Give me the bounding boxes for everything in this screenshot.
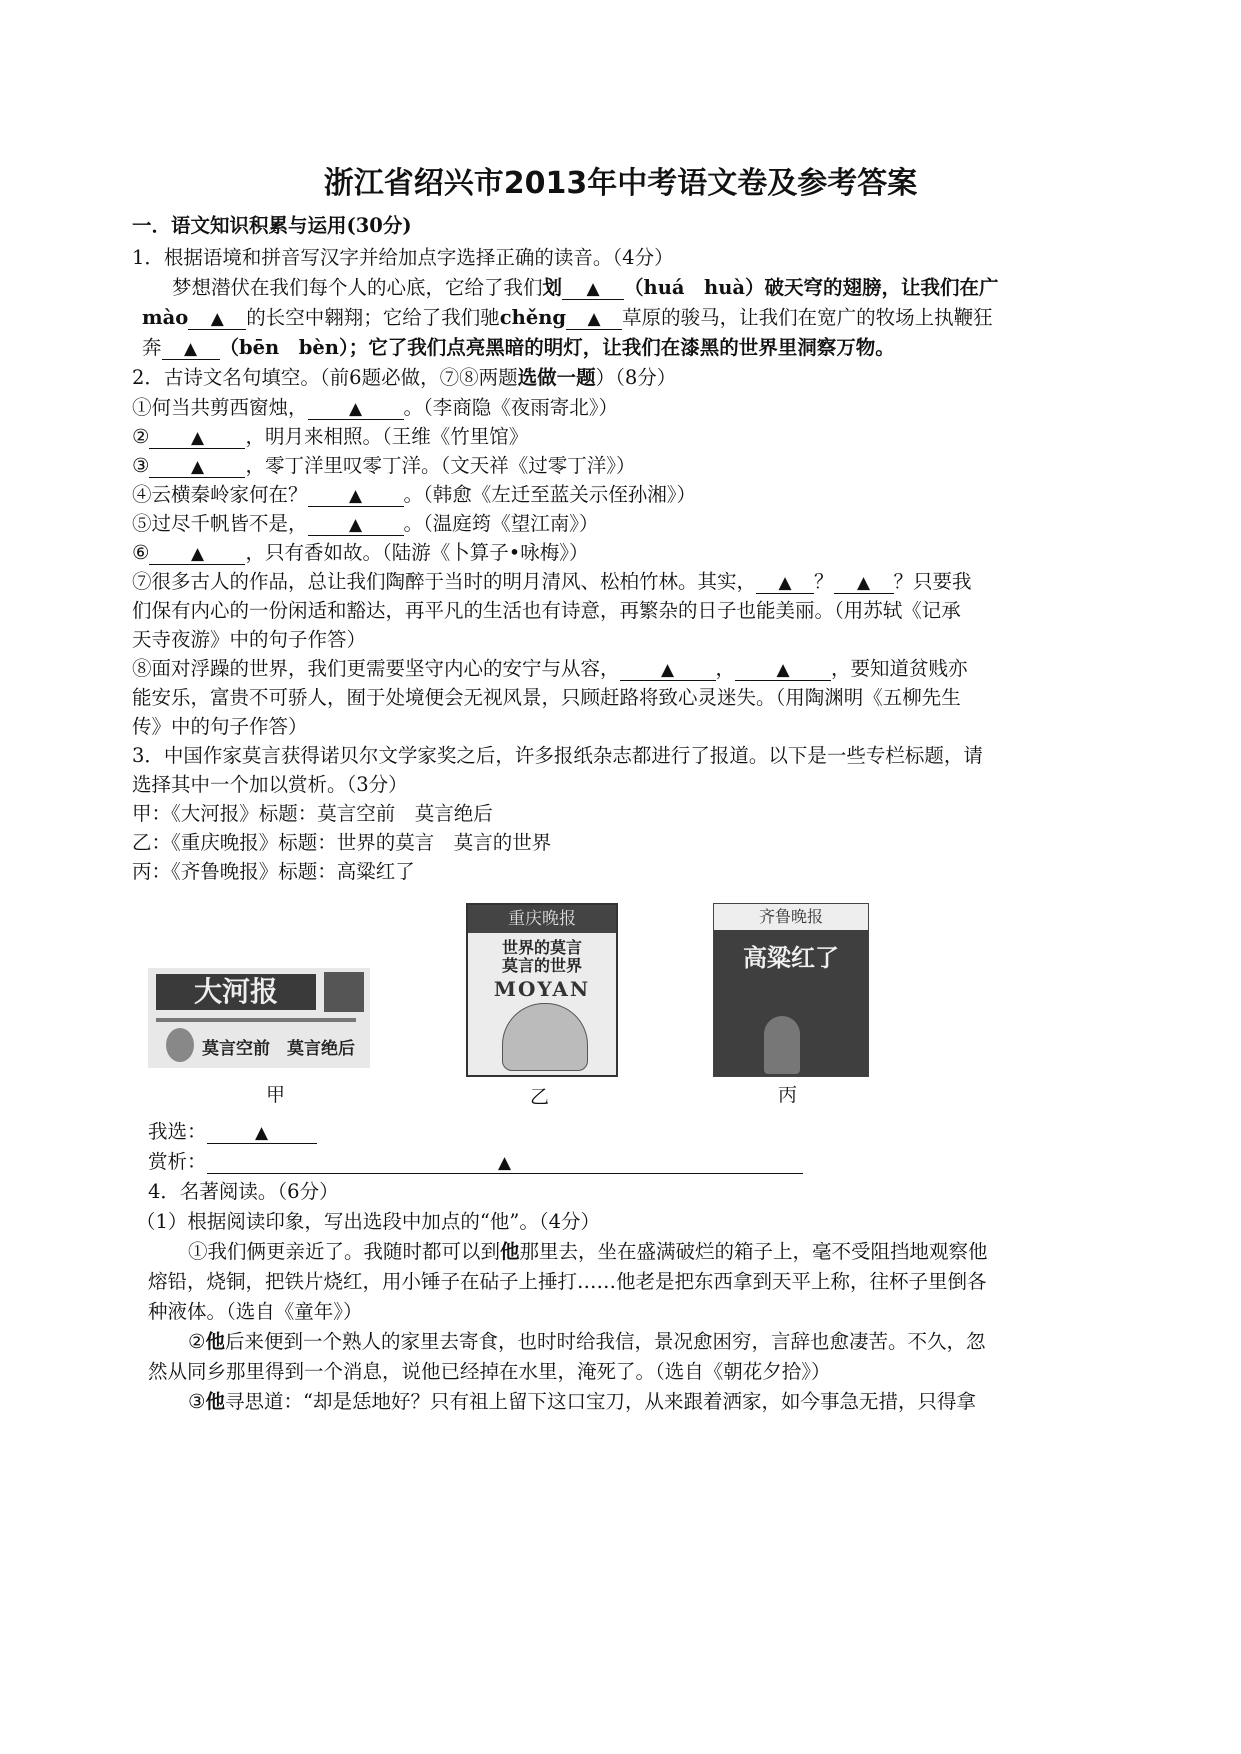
q4-sub1: （1）根据阅读印象，写出选段中加点的“他”。（4分） — [136, 1210, 601, 1233]
q2-item-8-cont2: 传》中的句子作答） — [132, 715, 308, 738]
newspaper-image-yi — [466, 903, 618, 1077]
q2-item-2: ② ▲ ，明月来相照。（王维《竹里馆》 — [132, 425, 529, 448]
q1-line-1: 梦想潜伏在我们每个人的心底，它给了我们划 ▲ （huá huà）破天穹的翅膀，让我们在广 — [172, 276, 999, 299]
portrait-thumb — [166, 1028, 194, 1062]
q3-option-bing: 丙：《齐鲁晚报》标题：高粱红了 — [132, 860, 415, 883]
qilu-headline: 高粱红了 — [743, 944, 839, 972]
q2-item-3: ③ ▲ ，零丁洋里叹零丁洋。（文天祥《过零丁洋》） — [132, 454, 636, 477]
q2-item-7-cont: 们保有内心的一份闲适和豁达，再平凡的生活也有诗意，再繁杂的日子也能美丽。（用苏轼《记承 — [132, 599, 961, 622]
q1-line-3: 奔 ▲ （bēn bèn）；它了我们点亮黑暗的明灯，让我们在漆黑的世界里洞察万物。 — [142, 336, 895, 359]
q2-item-5: ⑤过尽千帆皆不是， ▲ 。（温庭筠《望江南》） — [132, 512, 599, 535]
q2-item-6: ⑥ ▲ ，只有香如故。（陆游《卜算子•咏梅》） — [132, 541, 589, 564]
newspaper-image-bing — [713, 903, 869, 1077]
q2-item-7-cont2: 天寺夜游》中的句子作答） — [132, 628, 367, 651]
q2-item-1: ①何当共剪西窗烛， ▲ 。（李商隐《夜雨寄北》） — [132, 396, 619, 419]
masthead-photo — [324, 972, 364, 1012]
q1-heading: 1．根据语境和拼音写汉字并给加点字选择正确的读音。（4分） — [132, 246, 674, 269]
moyan-text: MOYAN — [493, 977, 591, 1001]
answer-choose: 我选： ▲ — [148, 1120, 317, 1144]
q4-passage-2: ②他后来便到一个熟人的家里去寄食，也时时给我信，景况愈困穷，言辞也愈凄苦。不久，忽 — [188, 1330, 986, 1353]
q2-heading: 2．古诗文名句填空。（前6题必做，⑦⑧两题选做一题）（8分） — [132, 366, 677, 389]
chongqing-headline: 世界的莫言 莫言的世界 — [501, 938, 582, 975]
q3-heading: 3．中国作家莫言获得诺贝尔文学家奖之后，许多报纸杂志都进行了报道。以下是一些专栏标题，请 — [132, 744, 983, 767]
q4-passage-1: ①我们俩更亲近了。我随时都可以到他那里去，坐在盛满破烂的箱子上，毫不受阻挡地观察他 — [188, 1240, 988, 1263]
q2-item-4: ④云横秦岭家何在？ ▲ 。（韩愈《左迁至蓝关示侄孙湘》） — [132, 483, 697, 506]
section-heading: 一．语文知识积累与运用(30分) — [132, 214, 412, 237]
q3-option-jia: 甲：《大河报》标题：莫言空前 莫言绝后 — [132, 802, 493, 825]
moyan-portrait — [502, 1003, 588, 1071]
q4-heading: 4．名著阅读。（6分） — [148, 1180, 339, 1203]
qilu-masthead: 齐鲁晚报 — [714, 904, 868, 930]
q2-item-8: ⑧面对浮躁的世界，我们更需要坚守内心的安宁与从容， ▲ ， ▲ ，要知道贫贱亦 — [132, 657, 968, 680]
q4-passage-3: ③他寻思道：“却是恁地好？只有祖上留下这口宝刀，从来跟着洒家，如今事急无措，只得拿 — [188, 1390, 976, 1413]
answer-analyse: 赏析： ▲ — [148, 1150, 803, 1174]
caption-yi: 乙 — [530, 1086, 550, 1108]
dahe-masthead: 大河报 — [156, 974, 316, 1010]
q2-item-7: ⑦很多古人的作品，总让我们陶醉于当时的明月清风、松柏竹林。其实， ▲ ？ ▲ ？只要我 — [132, 570, 972, 593]
chongqing-masthead: 重庆晚报 — [468, 905, 616, 933]
caption-bing: 丙 — [778, 1084, 798, 1106]
dahe-headline: 莫言空前 莫言绝后 — [202, 1039, 355, 1059]
rule-line — [156, 1018, 356, 1022]
q2-item-8-cont: 能安乐，富贵不可骄人，囿于处境便会无视风景，只顾赶路将致心灵迷失。（用陶渊明《五柳先生 — [132, 686, 961, 709]
q4-passage-1-cont2: 种液体。（选自《童年》） — [148, 1300, 363, 1323]
caption-jia: 甲 — [266, 1084, 286, 1106]
q3-option-yi: 乙：《重庆晚报》标题：世界的莫言 莫言的世界 — [132, 831, 552, 854]
page-title: 浙江省绍兴市2013年中考语文卷及参考答案 — [323, 166, 918, 201]
figure-silhouette — [764, 1016, 800, 1074]
newspaper-image-jia — [148, 968, 370, 1068]
q3-heading-cont: 选择其中一个加以赏析。（3分） — [132, 773, 408, 796]
q4-passage-1-cont: 熔铅，烧铜，把铁片烧红，用小锤子在砧子上捶打……他老是把东西拿到天平上称，往杯子里倒各 — [148, 1270, 987, 1293]
q4-passage-2-cont: 然从同乡那里得到一个消息，说他已经掉在水里，淹死了。（选自《朝花夕拾》） — [148, 1360, 831, 1383]
q1-line-2: mào ▲ 的长空中翱翔；它给了我们驰chěng ▲ 草原的骏马，让我们在宽广的牧场上执鞭狂 — [142, 306, 993, 329]
